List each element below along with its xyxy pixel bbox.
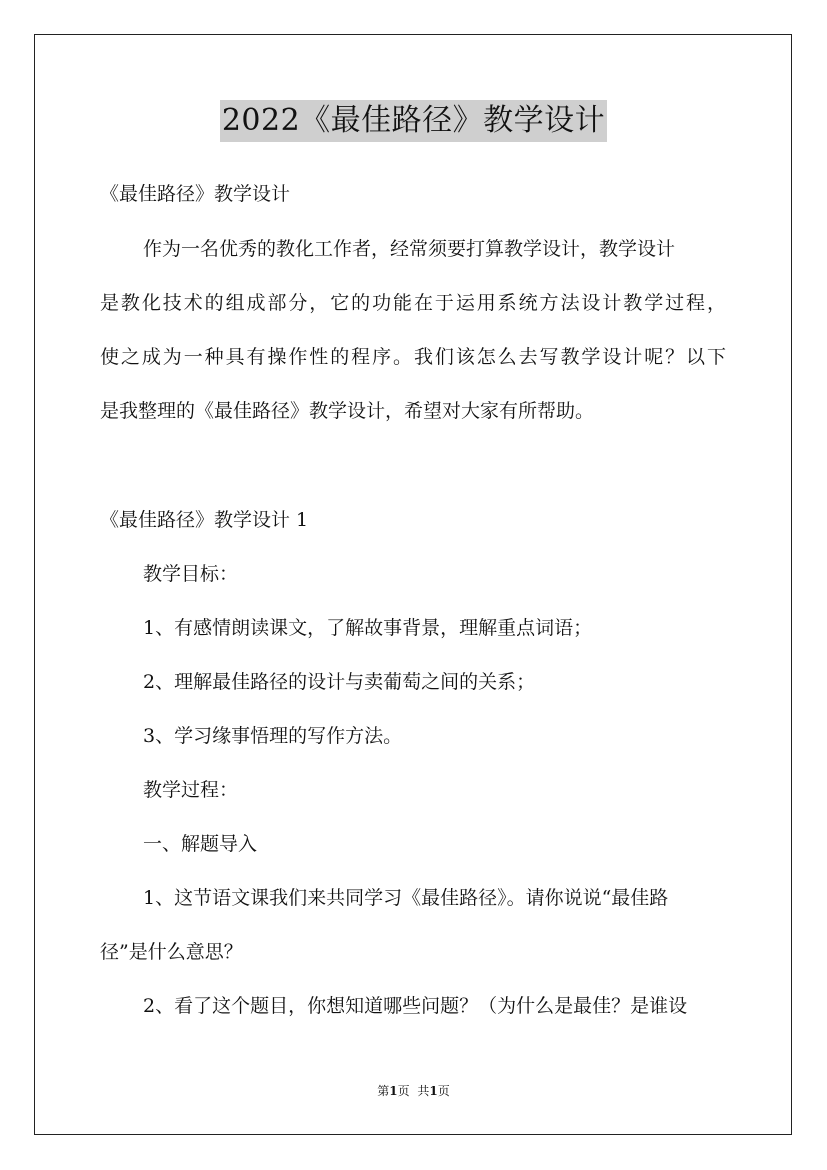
goal-item-3: 3、学习缘事悟理的写作方法。 — [143, 725, 403, 747]
footer-total-suffix: 页 — [437, 1084, 450, 1098]
step-heading: 一、解题导入 — [143, 833, 258, 855]
document-title: 2022《最佳路径》教学设计 — [220, 100, 607, 142]
document-subtitle: 《最佳路径》教学设计 — [100, 183, 291, 205]
intro-line-4: 是我整理的《最佳路径》教学设计，希望对大家有所帮助。 — [100, 400, 595, 422]
step-line-1: 1、这节语文课我们来共同学习《最佳路径》。请你说说“最佳路 — [143, 887, 669, 909]
step-line-2: 径”是什么意思？ — [100, 941, 243, 963]
intro-line-1: 作为一名优秀的教化工作者，经常须要打算教学设计，教学设计 — [143, 238, 676, 260]
title-wrap — [0, 100, 827, 142]
footer-total-prefix: 共 — [417, 1084, 430, 1098]
section-heading: 《最佳路径》教学设计 1 — [100, 509, 309, 531]
footer-total-number: 1 — [429, 1084, 438, 1098]
step-line-3: 2、看了这个题目，你想知道哪些问题？（为什么是最佳？是谁设 — [143, 995, 688, 1017]
goals-label: 教学目标： — [143, 563, 239, 585]
intro-line-3: 使之成为一种具有操作性的程序。我们该怎么去写教学设计呢？以下 — [100, 346, 726, 368]
page-footer — [0, 1083, 827, 1099]
process-label: 教学过程： — [143, 779, 239, 801]
footer-page-prefix: 第 — [377, 1084, 390, 1098]
goal-item-1: 1、有感情朗读课文，了解故事背景，理解重点词语； — [143, 617, 593, 639]
goal-item-2: 2、理解最佳路径的设计与卖葡萄之间的关系； — [143, 671, 536, 693]
intro-line-2: 是教化技术的组成部分，它的功能在于运用系统方法设计教学过程， — [100, 292, 726, 314]
footer-page-number: 1 — [389, 1084, 398, 1098]
footer-page-suffix: 页 — [397, 1084, 410, 1098]
